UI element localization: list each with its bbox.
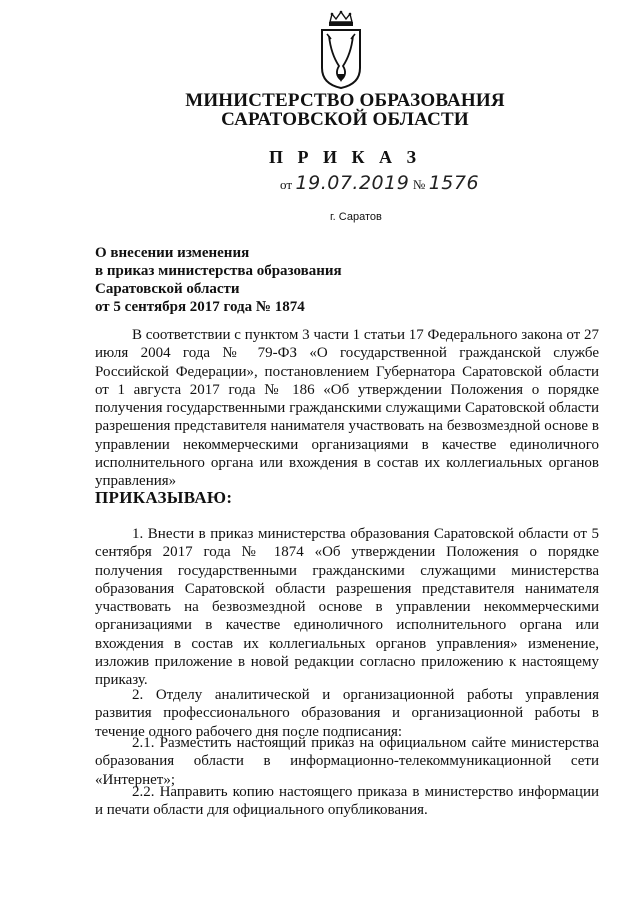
subject-line: Саратовской области [95, 281, 240, 297]
date-prefix: от [280, 177, 293, 192]
order-number: 1576 [428, 172, 480, 194]
item-2-1-paragraph: 2.1. Разместить настоящий приказ на официальном сайте министерства образования области в информационно-телекоммуникационной сети «Интернет»; [95, 735, 599, 788]
subject-line: О внесении изменения [95, 245, 250, 261]
coat-of-arms-emblem [318, 10, 364, 90]
order-date-number-line [280, 172, 479, 194]
decree-heading: ПРИКАЗЫВАЮ: [95, 488, 233, 507]
ministry-name-line2: САРАТОВСКОЙ ОБЛАСТИ [221, 109, 469, 130]
item-2-2-paragraph: 2.2. Направить копию настоящего приказа в министерство информации и печати области для официального опубликования. [95, 784, 599, 819]
item-1-paragraph: 1. Внести в приказ министерства образования Саратовской области от 5 сентября 2017 года № 1874 «Об утверждении Положения о порядке получения государственными гражданскими служащими министерства образования Саратовской области разрешения представителя нанимателя участвовать на безвозмездной основе в управлении некоммерческими организациями в качестве единоличного исполнительного органа или вхождения в состав их коллегиальных органов управления» изменение, изложив приложение в новой редакции согласно приложению к настоящему приказу. [95, 526, 599, 689]
subject-line: в приказ министерства образования [95, 263, 342, 279]
ministry-name-line1: МИНИСТЕРСТВО ОБРАЗОВАНИЯ [185, 90, 505, 111]
item-2-paragraph: 2. Отделу аналитической и организационной работы управления развития профессионального образования и организационной работы в течение одного рабочего дня после подписания: [95, 687, 599, 740]
number-prefix: № [412, 177, 426, 192]
subject-line: от 5 сентября 2017 года № 1874 [95, 299, 305, 315]
city-label: г. Саратов [330, 211, 382, 223]
preamble-paragraph: В соответствии с пунктом 3 части 1 статьи 17 Федерального закона от 27 июля 2004 года № 79-ФЗ «О государственной гражданской службе Российской Федерации», постановлением Губернатора Саратовской области от 1 августа 2017 года № 186 «Об утверждении Положения о порядке получения государственными гражданскими служащими Саратовской области разрешения представителя нанимателя участвовать на безвозмездной основе в управлении некоммерческими организациями в качестве единоличного исполнительного органа или вхождения в состав их коллегиальных органов управления» [95, 327, 599, 490]
order-subject [95, 244, 342, 316]
order-title: П Р И К А З [268, 147, 422, 167]
order-date: 19.07.2019 [295, 172, 410, 194]
